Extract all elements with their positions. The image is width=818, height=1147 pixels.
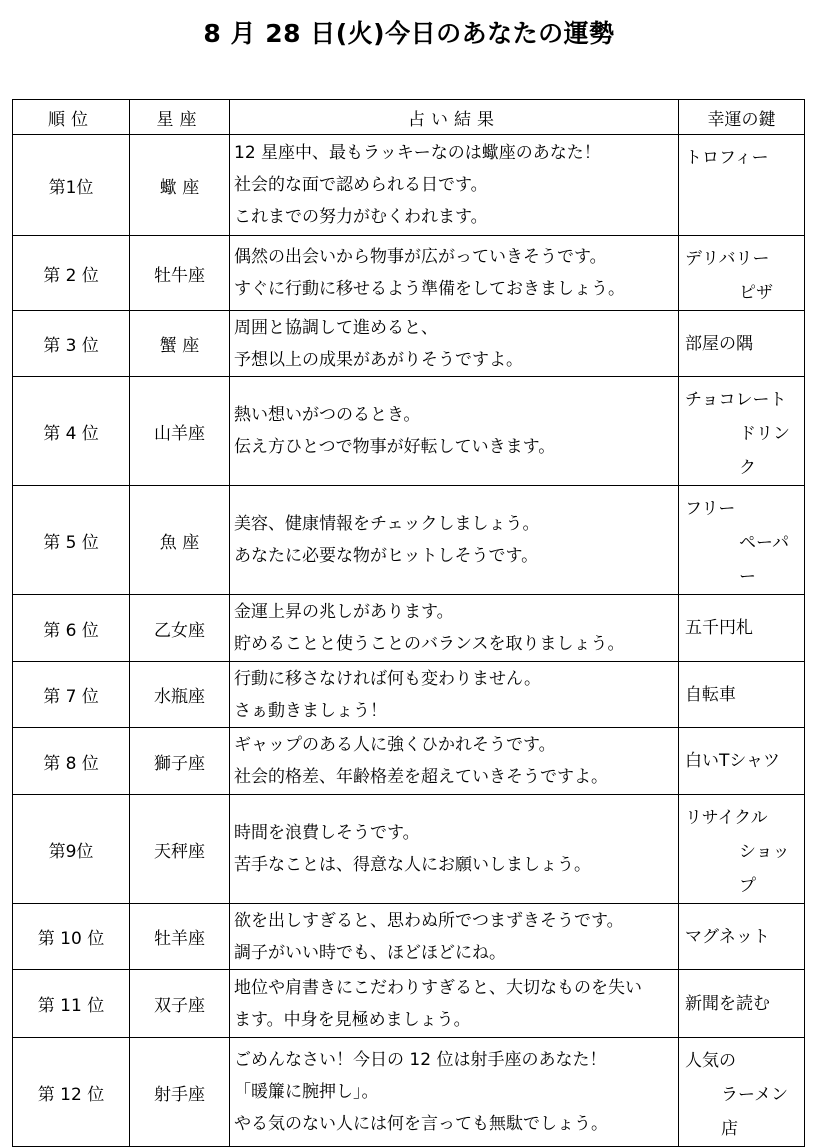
result-line: 貯めることと使うことのバランスを取りましょう。 xyxy=(234,634,625,654)
lucky-key-cell xyxy=(679,311,805,377)
result-cell xyxy=(230,311,679,377)
lucky-key-line: 新聞を読む xyxy=(685,993,770,1014)
sign-cell: 牡羊座 xyxy=(130,904,230,970)
result-line: すぐに行動に移せるよう準備をしておきましょう。 xyxy=(234,279,625,299)
rank-cell: 第 3 位 xyxy=(13,311,130,377)
result-line: 熱い想いがつのるとき。 xyxy=(234,405,421,425)
lucky-key-line-2: ショップ xyxy=(739,842,790,896)
rank-cell: 第 7 位 xyxy=(13,662,130,728)
sign-cell: 獅子座 xyxy=(130,728,230,795)
result-line: 周囲と協調して進めると、 xyxy=(234,317,438,338)
lucky-key-line: トロフィー xyxy=(685,148,769,168)
lucky-key-cell xyxy=(679,728,805,795)
sign-cell: 水瓶座 xyxy=(130,662,230,728)
rank-cell: 第 6 位 xyxy=(13,595,130,662)
table-row xyxy=(13,595,805,662)
lucky-key-line: マグネット xyxy=(685,926,770,947)
rank-cell: 第 10 位 xyxy=(13,904,130,970)
result-line: 苦手なことは、得意な人にお願いしましょう。 xyxy=(234,855,591,875)
lucky-key-line: 白いTシャツ xyxy=(685,751,781,771)
result-cell xyxy=(230,795,679,904)
result-cell xyxy=(230,1038,679,1147)
lucky-key-line: 自転車 xyxy=(685,684,736,705)
lucky-key-cell xyxy=(679,1038,805,1147)
lucky-key-line-2: ラーメン店 xyxy=(721,1085,789,1139)
result-line: ごめんなさい！今日の 12 位は射手座のあなた！ xyxy=(234,1050,607,1070)
lucky-key-cell xyxy=(679,662,805,728)
lucky-key-line-2: ドリンク xyxy=(739,424,790,478)
result-line: やる気のない人には何を言っても無駄でしょう。 xyxy=(234,1114,608,1134)
result-cell xyxy=(230,904,679,970)
header-result: 占い結果 xyxy=(230,100,679,135)
lucky-key-line-2: ピザ xyxy=(739,283,773,303)
lucky-key-line: デリバリー xyxy=(685,249,770,269)
rank-cell: 第1位 xyxy=(13,135,130,236)
fortune-table xyxy=(12,99,805,1147)
result-line: 伝え方ひとつで物事が好転していきます。 xyxy=(234,437,556,457)
table-row xyxy=(13,795,805,904)
table-row xyxy=(13,311,805,377)
sign-cell: 魚 座 xyxy=(130,486,230,595)
header-sign: 星座 xyxy=(130,100,230,135)
table-row xyxy=(13,236,805,311)
result-line: 社会的な面で認められる日です。 xyxy=(234,175,488,195)
table-row xyxy=(13,377,805,486)
lucky-key-line: リサイクル xyxy=(685,808,768,828)
rank-cell: 第 11 位 xyxy=(13,970,130,1038)
rank-cell: 第 5 位 xyxy=(13,486,130,595)
result-line: あなたに必要な物がヒットしそうです。 xyxy=(234,546,539,566)
header-key: 幸運の鍵 xyxy=(679,100,805,135)
result-line: 美容、健康情報をチェックしましょう。 xyxy=(234,514,540,534)
result-line: 欲を出しすぎると、思わぬ所でつまずきそうです。 xyxy=(234,910,624,931)
result-cell xyxy=(230,135,679,236)
lucky-key-line: フリー xyxy=(685,499,736,519)
result-line: 「暖簾に腕押し」。 xyxy=(234,1082,379,1102)
result-line: 地位や肩書きにこだわりすぎると、大切なものを失い xyxy=(234,977,642,998)
result-line: さぁ動きましょう！ xyxy=(234,700,387,721)
lucky-key-cell xyxy=(679,795,805,904)
result-cell xyxy=(230,595,679,662)
result-line: ます。中身を見極めましょう。 xyxy=(234,1009,471,1030)
lucky-key-cell xyxy=(679,486,805,595)
result-line: 偶然の出会いから物事が広がっていきそうです。 xyxy=(234,247,607,267)
rank-cell: 第 8 位 xyxy=(13,728,130,795)
result-line: ギャップのある人に強くひかれそうです。 xyxy=(234,735,556,755)
result-line: 12 星座中、最もラッキーなのは蠍座のあなた！ xyxy=(234,143,601,163)
rank-cell: 第 4 位 xyxy=(13,377,130,486)
result-cell xyxy=(230,662,679,728)
rank-cell: 第 2 位 xyxy=(13,236,130,311)
lucky-key-line: チョコレート xyxy=(685,390,787,410)
lucky-key-line: 五千円札 xyxy=(685,618,753,638)
result-cell xyxy=(230,236,679,311)
result-cell xyxy=(230,377,679,486)
table-row xyxy=(13,728,805,795)
result-line: 時間を浪費しそうです。 xyxy=(234,823,420,843)
result-line: 社会的格差、年齢格差を超えていきそうですよ。 xyxy=(234,767,608,787)
lucky-key-line: 部屋の隅 xyxy=(685,333,753,354)
sign-cell: 蠍 座 xyxy=(130,135,230,236)
result-line: 行動に移さなければ何も変わりません。 xyxy=(234,668,542,689)
sign-cell: 双子座 xyxy=(130,970,230,1038)
sign-cell: 射手座 xyxy=(130,1038,230,1147)
table-row xyxy=(13,904,805,970)
sign-cell: 蟹 座 xyxy=(130,311,230,377)
sign-cell: 乙女座 xyxy=(130,595,230,662)
lucky-key-line-2: ペーパー xyxy=(739,533,790,587)
result-cell xyxy=(230,970,679,1038)
lucky-key-cell xyxy=(679,236,805,311)
page-title: 8 月 28 日(火)今日のあなたの運勢 xyxy=(203,19,615,48)
table-header-row xyxy=(13,100,805,135)
table-row xyxy=(13,135,805,236)
table-row xyxy=(13,1038,805,1147)
rank-cell: 第9位 xyxy=(13,795,130,904)
lucky-key-cell xyxy=(679,970,805,1038)
result-line: 金運上昇の兆しがあります。 xyxy=(234,602,454,622)
rank-cell: 第 12 位 xyxy=(13,1038,130,1147)
sign-cell: 牡牛座 xyxy=(130,236,230,311)
sign-cell: 天秤座 xyxy=(130,795,230,904)
table-row xyxy=(13,486,805,595)
sign-cell: 山羊座 xyxy=(130,377,230,486)
result-cell xyxy=(230,486,679,595)
lucky-key-line: 人気の xyxy=(685,1051,736,1071)
lucky-key-cell xyxy=(679,595,805,662)
result-line: 予想以上の成果があがりそうですよ。 xyxy=(234,349,523,370)
table-row xyxy=(13,970,805,1038)
result-line: これまでの努力がむくわれます。 xyxy=(234,207,488,227)
result-cell xyxy=(230,728,679,795)
result-line: 調子がいい時でも、ほどほどにね。 xyxy=(234,942,506,963)
lucky-key-cell xyxy=(679,377,805,486)
lucky-key-cell xyxy=(679,904,805,970)
lucky-key-cell xyxy=(679,135,805,236)
table-row xyxy=(13,662,805,728)
header-rank: 順位 xyxy=(13,100,130,135)
